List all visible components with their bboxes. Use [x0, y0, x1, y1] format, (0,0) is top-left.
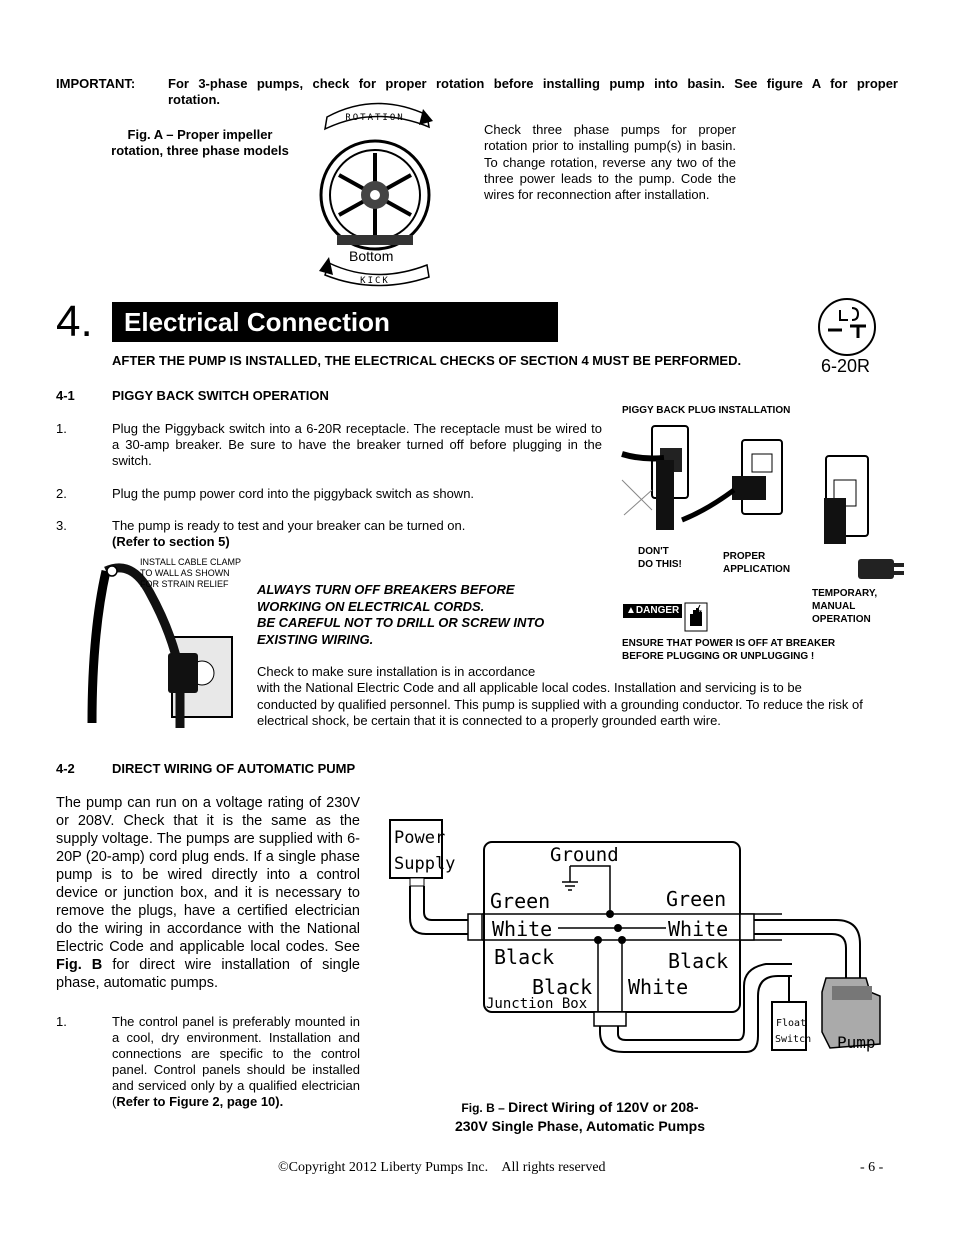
kick-label: KICK	[360, 276, 390, 286]
s4-1-title: PIGGY BACK SWITCH OPERATION	[112, 388, 329, 403]
panel-item-text	[112, 1014, 360, 1110]
pump-cord-outer	[754, 920, 860, 978]
important-text	[168, 76, 898, 108]
direct-wiring-paragraph	[56, 794, 360, 992]
piggy-fig-title: PIGGY BACK PLUG INSTALLATION	[622, 405, 791, 416]
fig-a-description: Check three phase pumps for proper rotation prior to installing pump(s) in basin. To change rotation, reverse any two of the three power leads to the pump. Code the wires for reconnection after installation.	[484, 122, 736, 203]
ground-label: Ground	[550, 844, 619, 866]
fig-b-wiring-diagram	[386, 816, 896, 1064]
bottom-label: Bottom	[349, 248, 394, 264]
step-2-text: Plug the pump power cord into the piggyback switch as shown.	[112, 486, 475, 501]
green-left-label: Green	[490, 889, 551, 913]
pump-base	[337, 235, 413, 245]
important-text-line1: For 3-phase pumps, check for proper rotation before installing pump into basin. See figure A for proper	[168, 76, 898, 91]
fig-b-caption-prefix: Fig. B –	[461, 1101, 509, 1115]
check-installation-line1: Check to make sure installation is in accordance	[257, 664, 536, 679]
piggy-proper-label: PROPER APPLICATION	[723, 551, 791, 575]
fig-b-caption-line1	[420, 1098, 740, 1117]
piggy-temporary-label: TEMPORARY, MANUAL OPERATION	[812, 588, 878, 625]
float-label: Float	[776, 1018, 807, 1029]
fig-a-caption-line1: Fig. A – Proper impeller	[127, 127, 273, 142]
outlet-dont	[622, 426, 688, 530]
impeller-center	[370, 190, 380, 200]
footer-copyright: ©Copyright 2012 Liberty Pumps Inc. All rights reserved	[278, 1160, 606, 1175]
section-notice: AFTER THE PUMP IS INSTALLED, THE ELECTRICAL CHECKS OF SECTION 4 MUST BE PERFORMED.	[112, 353, 742, 368]
hand-shock-icon	[684, 602, 708, 632]
power-label: Power	[394, 828, 446, 848]
white-left-label: White	[492, 917, 553, 941]
supply-label: Supply	[394, 854, 456, 874]
white-right-label: White	[668, 917, 729, 941]
danger-badge: ▲DANGER	[623, 604, 682, 618]
green-right-label: Green	[666, 887, 727, 911]
bottom-fitting	[594, 1012, 626, 1026]
black-right-label: Black	[668, 949, 729, 973]
check-installation-rest: with the National Electric Code and all applicable local codes. Installation and servicing is to be conducted by qualified personnel. This pump is supplied with a grounding conductor. To reduce the risk of electrical shock, be certain that it is connected to a properly grounded earth wire.	[257, 680, 863, 728]
rotation-label: ROTATION	[345, 113, 405, 123]
manual-plug-icon	[852, 555, 908, 583]
fig-b-caption	[420, 1098, 740, 1135]
outlet-temporary	[824, 456, 868, 544]
fig-b-reference: Fig. B	[56, 957, 103, 973]
important-label: IMPORTANT:	[56, 76, 136, 91]
breaker-warning: ALWAYS TURN OFF BREAKERS BEFORE WORKING ON ELECTRICAL CORDS. BE CAREFUL NOT TO DRILL OR SCREW INTO EXISTING WIRING.	[257, 582, 545, 647]
fig-a-caption-line2: rotation, three phase models	[111, 143, 289, 158]
rotation-arrowhead	[419, 109, 433, 125]
pump-label: Pump	[837, 1033, 876, 1052]
step-3-text: The pump is ready to test and your breaker can be turned on.	[112, 518, 466, 533]
step-1-number: 1.	[56, 421, 67, 436]
step-2-number: 2.	[56, 486, 67, 501]
fig-b-caption-line1-text: Direct Wiring of 120V or 208-	[508, 1099, 699, 1115]
section-number: 4.	[56, 297, 93, 346]
supply-conduit-inner	[424, 886, 468, 920]
refer-section-5: (Refer to section 5)	[112, 534, 230, 549]
black-lower-label: Black	[532, 975, 593, 999]
receptacle-label: 6-20R	[821, 356, 871, 376]
black-left-label: Black	[494, 945, 555, 969]
panel-item-refer: Refer to Figure 2, page 10).	[116, 1094, 284, 1109]
s4-1-number: 4-1	[56, 388, 75, 403]
piggyback-illustration	[612, 420, 907, 550]
right-fitting	[740, 914, 754, 940]
green-splice-dot	[606, 910, 614, 918]
footer-page-number: - 6 -	[860, 1160, 884, 1175]
pump-motor-cap	[832, 986, 872, 1000]
fig-a-caption	[95, 127, 305, 159]
panel-item-body: The control panel is preferably mounted in a cool, dry environment. Installation and connections are specific to the control panel. Control panels should be installed and serviced only by a qualified electrician (	[112, 1014, 360, 1109]
fig-b-caption-line2: 230V Single Phase, Automatic Pumps	[454, 1118, 705, 1134]
s4-2-title: DIRECT WIRING OF AUTOMATIC PUMP	[112, 761, 356, 776]
danger-label: DANGER	[635, 605, 680, 616]
step-1-text: Plug the Piggyback switch into a 6-20R receptacle. The receptacle must be wired to a 30-amp breaker. Be sure to have the breaker turned off before plugging in the switch.	[112, 421, 602, 468]
white-splice-dot	[614, 924, 622, 932]
outlet-proper	[682, 440, 782, 520]
kick-arrowhead	[319, 257, 333, 275]
panel-item-number: 1.	[56, 1014, 67, 1029]
direct-wiring-text-b: for direct wire installation of single phase, automatic pumps.	[56, 957, 360, 991]
direct-wiring-text-a: The pump can run on a voltage rating of 230V or 208V. Check that it is the same as the supply voltage. The pumps are supplied with 6-20P (20-amp) cord plug ends. If a single phase pump is to be wired directly into a control device or junction box, and it is necessary to remove the plugs, have a certified electrician do the wiring in accordance with the National Electric Code and applicable local codes. See	[56, 795, 360, 955]
left-fitting	[468, 914, 482, 940]
step-3-number: 3.	[56, 518, 67, 533]
important-text-line2: rotation.	[168, 92, 220, 107]
switch-label: Switch	[775, 1034, 812, 1045]
cable-clamp-label: INSTALL CABLE CLAMP TO WALL AS SHOWN FOR STRAIN RELIEF	[140, 557, 242, 589]
section-title: Electrical Connection	[112, 302, 558, 342]
s4-2-number: 4-2	[56, 761, 75, 776]
junction-box-label: Junction Box	[486, 996, 588, 1012]
supply-conduit-outer	[410, 886, 468, 934]
piggy-dont-label: DON'T DO THIS!	[638, 546, 682, 570]
power-supply-connector	[410, 878, 424, 886]
white-lower-label: White	[628, 975, 689, 999]
ensure-power-off: ENSURE THAT POWER IS OFF AT BREAKER BEFORE PLUGGING OR UNPLUGGING !	[622, 638, 836, 662]
